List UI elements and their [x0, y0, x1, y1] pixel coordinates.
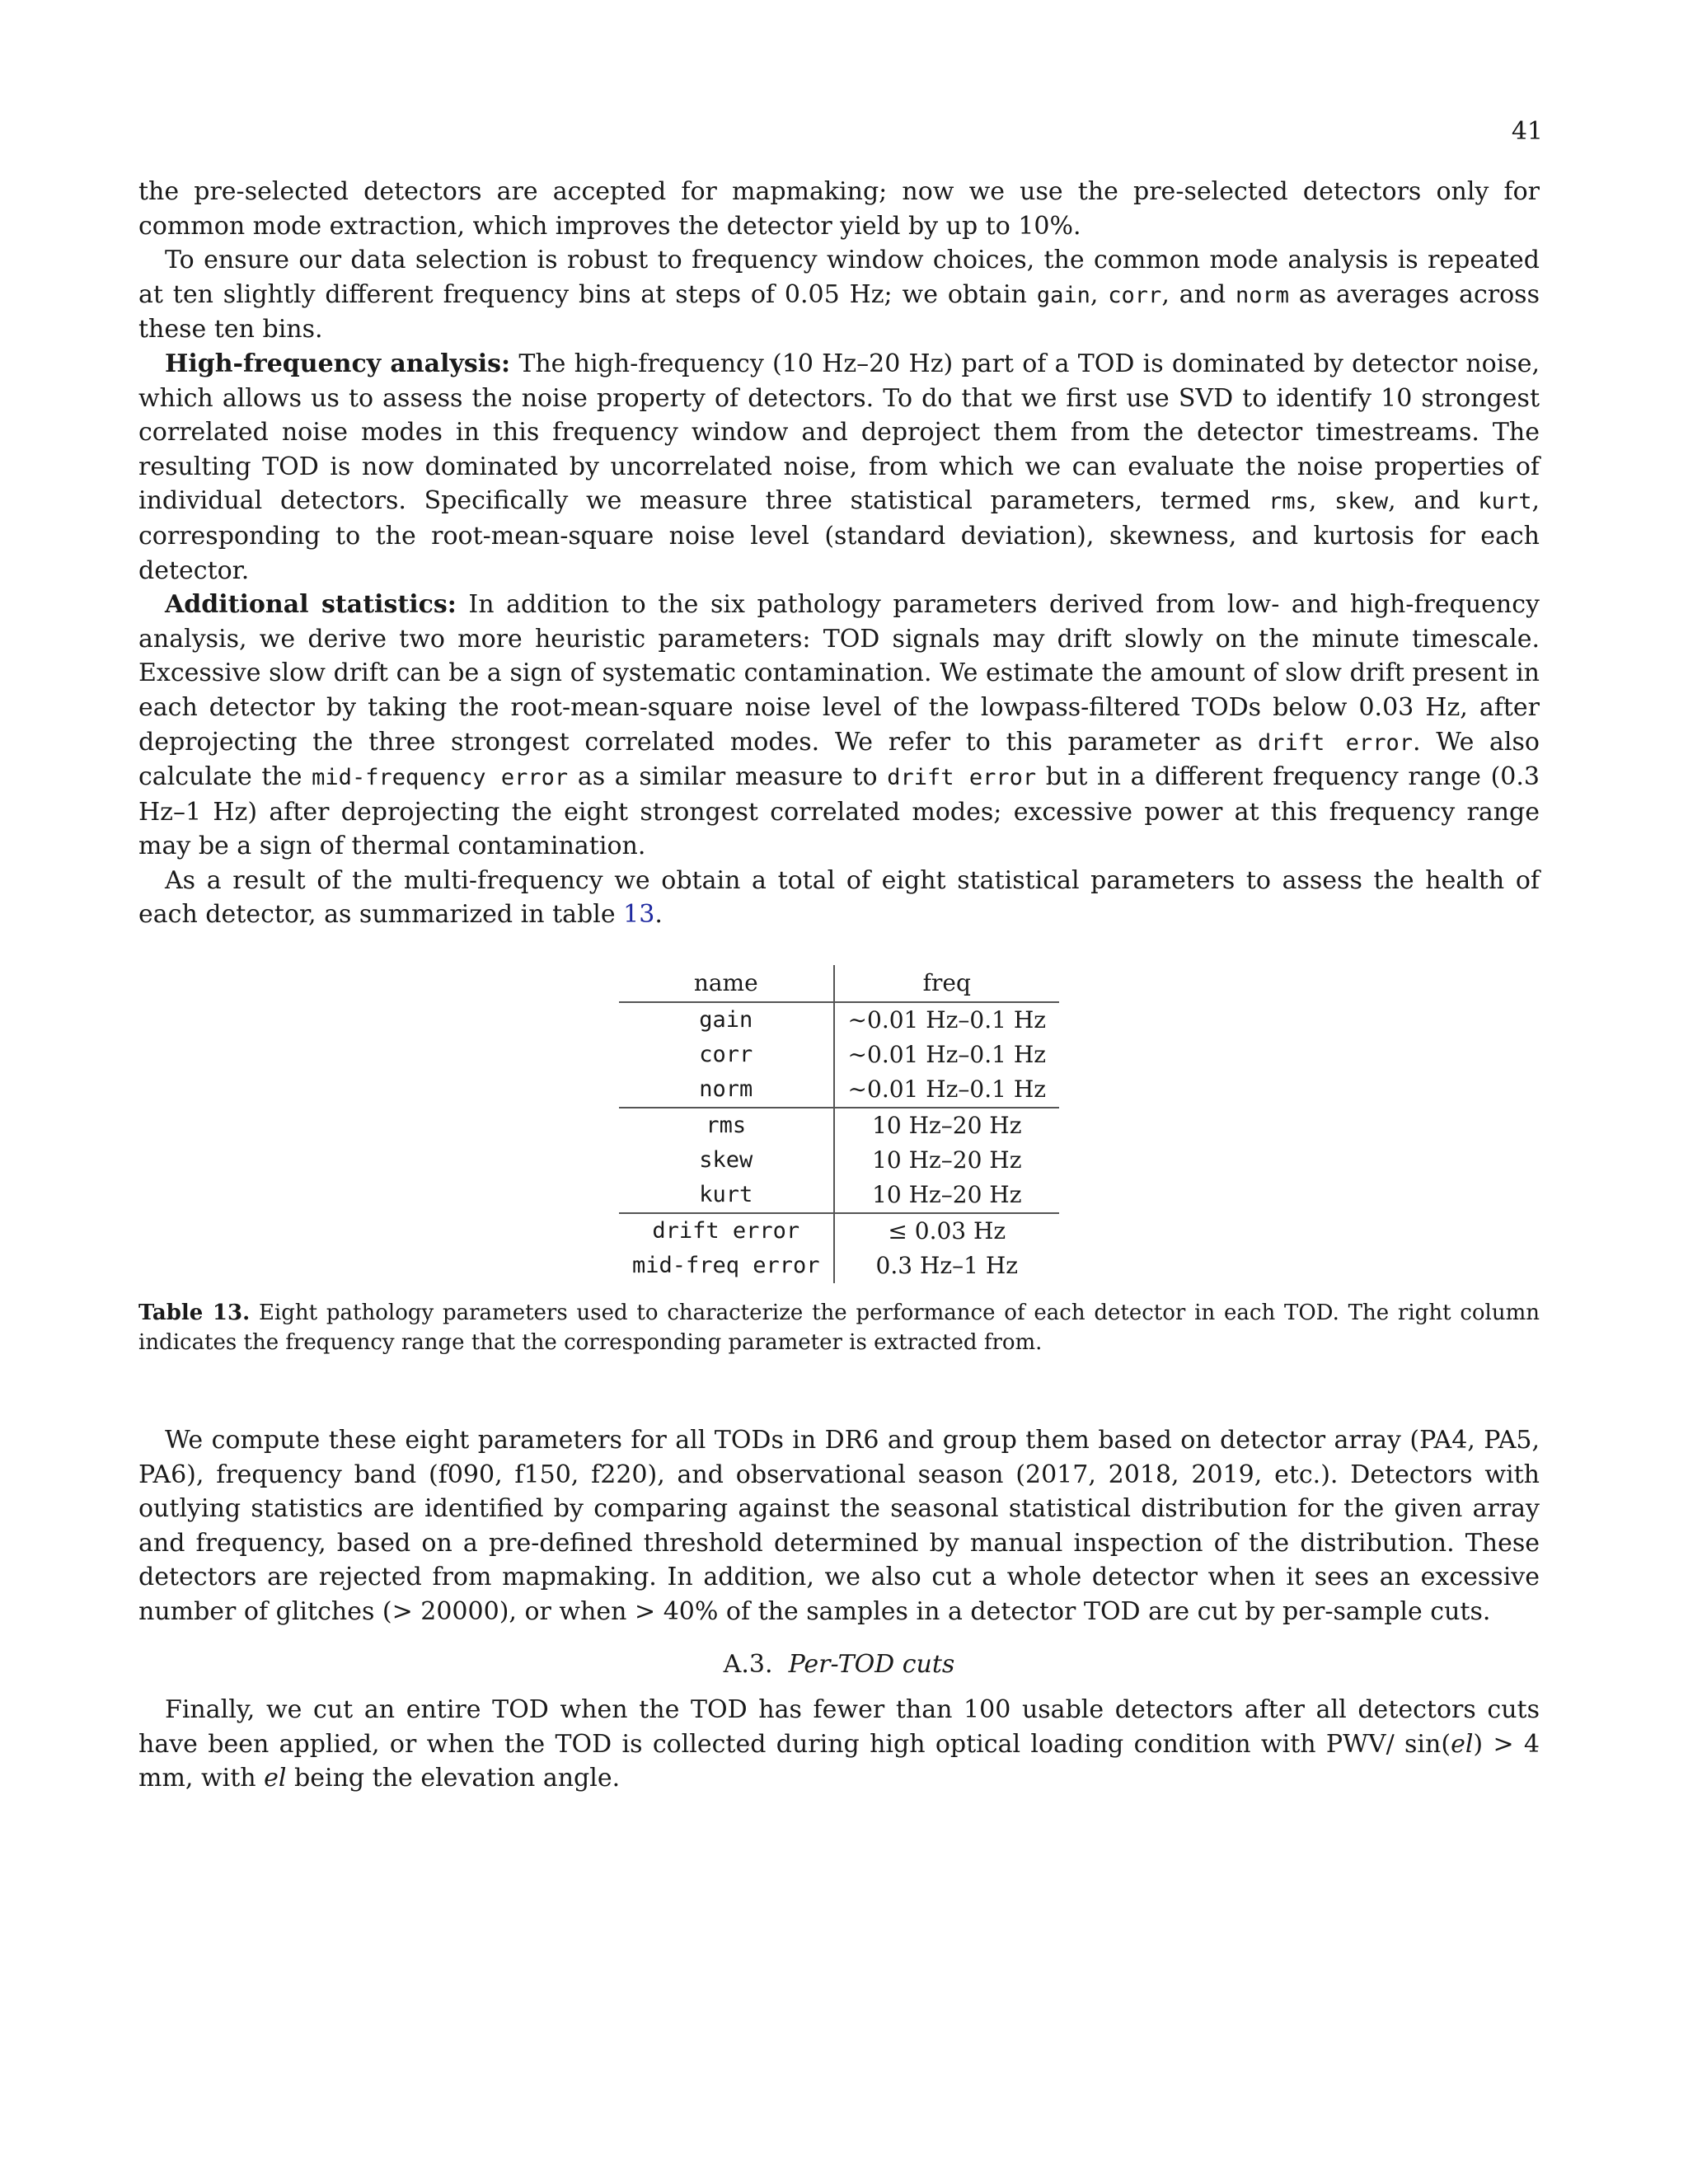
- subsection-heading: [138, 1647, 1540, 1682]
- table-row: [619, 1108, 1059, 1143]
- paragraph-text: In addition to the six pathology parameters derived from low- and high-frequency analysis, we derive two more heuristic parameters: TOD signals may drift slowly on the minute timescale. Excessive slow drift can be a sign of systematic contamination. We estimate the amount of slow drift present in each detector by taking the root-mean-square noise level of the lowpass-filtered TODs below 0.03 Hz, after deprojecting the three strongest correlated modes. We refer to this parameter as: [138, 590, 1540, 757]
- column-header-name: name: [619, 965, 834, 1002]
- page-body: [138, 175, 1540, 1796]
- code-term-kurt: kurt: [1478, 489, 1532, 515]
- paragraph-text: . We also calculate the: [138, 727, 1540, 792]
- paragraph-text: , and: [1161, 279, 1236, 309]
- paragraph-text: To ensure our data selection is robust to frequency window choices, the common mode analysis is repeated at ten slightly different frequency bins at steps of 0.05 Hz; we obtain: [138, 246, 1540, 309]
- cell-freq: 0.3 Hz–1 Hz: [875, 1252, 1019, 1280]
- table-row: [619, 1038, 1059, 1072]
- code-term-gain: gain: [1036, 282, 1090, 308]
- caption-text: Eight pathology parameters used to characterize the performance of each detector in each TOD. The right column indicates the frequency range that the corresponding parameter is extracted from.: [138, 1301, 1540, 1356]
- code-term-corr: corr: [1108, 282, 1162, 308]
- table-header-row: [619, 965, 1059, 1002]
- pathology-parameters-table: [619, 965, 1059, 1283]
- spacer: [138, 932, 1540, 965]
- code-term-mid-frequency-error: mid-frequency error: [312, 765, 569, 791]
- code-term-drift-error: drift error: [1257, 729, 1413, 756]
- run-in-heading: Additional statistics:: [165, 590, 457, 620]
- paragraph-text: ,: [1308, 486, 1335, 516]
- paragraph-text: ) > 4 mm, with: [138, 1729, 1540, 1793]
- paragraph-text: as averages across these ten bins.: [138, 279, 1540, 344]
- table-reference-link[interactable]: 13: [623, 900, 655, 930]
- paragraph-text: , corresponding to the root-mean-square noise level (standard deviation), skewness, and kurtosis for each detector.: [138, 486, 1540, 585]
- cell-name: skew: [619, 1143, 834, 1178]
- cell-name: norm: [619, 1072, 834, 1108]
- page-number: 41: [1511, 117, 1543, 146]
- code-term-skew: skew: [1334, 489, 1389, 515]
- code-term-rms: rms: [1268, 489, 1309, 515]
- paragraph-text: As a result of the multi-frequency we obtain a total of eight statistical parameters to assess the health of each detector, as summarized in table: [138, 865, 1540, 930]
- paragraph-preselected-detectors: the pre-selected detectors are accepted for mapmaking; now we use the pre-selected detectors only for common mode extraction, which improves the detector yield by up to 10%.: [138, 177, 1540, 241]
- paragraph-additional-statistics: [138, 588, 1540, 864]
- paragraph-text: Finally, we cut an entire TOD when the TOD has fewer than 100 usable detectors after all detectors cuts have been applied, or when the TOD is collected during high optical loading condition with PWV/ sin(: [138, 1695, 1540, 1759]
- cell-name: mid-freq error: [619, 1249, 834, 1283]
- table-row: [619, 1178, 1059, 1213]
- cell-freq: 10 Hz–20 Hz: [834, 1108, 1059, 1143]
- cell-name: drift error: [619, 1213, 834, 1249]
- cell-name: corr: [619, 1038, 834, 1072]
- spacer: [138, 1357, 1540, 1423]
- math-variable-el: el: [264, 1764, 287, 1793]
- cell-freq: 10 Hz–20 Hz: [872, 1181, 1022, 1209]
- paragraph-text: .: [654, 900, 663, 930]
- paragraph-text: but in a different frequency range (0.3 Hz–1 Hz) after deprojecting the eight strongest correlated modes; excessive power at this frequency range may be a sign of thermal contamination.: [138, 762, 1540, 861]
- cell-freq: ∼0.01 Hz–0.1 Hz: [847, 1076, 1047, 1104]
- table-row: [619, 1249, 1059, 1283]
- table-row: [619, 1213, 1059, 1249]
- math-variable-el: el: [1451, 1729, 1474, 1759]
- paragraph-text: as a similar measure to: [568, 762, 888, 792]
- paragraph-text: being the elevation angle.: [286, 1764, 621, 1793]
- cell-name: kurt: [619, 1178, 834, 1213]
- paragraph-text: The high-frequency (10 Hz–20 Hz) part of a TOD is dominated by detector noise, which allows us to assess the noise property of detectors. To do that we first use SVD to identify 10 strongest correlated noise modes in this frequency window and deproject them from the detector timestreams. The resulting TOD is now dominated by uncorrelated noise, from which we can evaluate the noise properties of individual detectors. Specifically we measure three statistical parameters, termed: [138, 349, 1540, 516]
- column-header-freq: freq: [922, 969, 971, 997]
- cell-freq: ≤ 0.03 Hz: [834, 1213, 1059, 1249]
- table-caption: [138, 1298, 1540, 1357]
- paragraph-parameter-grouping: We compute these eight parameters for all TODs in DR6 and group them based on detector array (PA4, PA5, PA6), frequency band (f090, f150, f220), and observational season (2017, 2018, 2019, etc.). Detectors with outlying statistics are identified by comparing against the seasonal statistical distribution for the given array and frequency, based on a pre-defined threshold determined by manual inspection of the distribution. These detectors are rejected from mapmaking. In addition, we also cut a whole detector when it sees an excessive number of glitches (> 20000), or when > 40% of the samples in a detector TOD are cut by per-sample cuts.: [138, 1426, 1540, 1627]
- run-in-heading: High-frequency analysis:: [165, 349, 511, 378]
- code-term-norm: norm: [1236, 282, 1290, 308]
- cell-name: rms: [619, 1108, 834, 1143]
- paragraph-frequency-window: [138, 243, 1540, 347]
- cell-freq: ∼0.01 Hz–0.1 Hz: [834, 1002, 1059, 1038]
- table-row: [619, 1143, 1059, 1178]
- cell-freq: 10 Hz–20 Hz: [872, 1146, 1022, 1174]
- table-row: [619, 1072, 1059, 1108]
- cell-freq: ∼0.01 Hz–0.1 Hz: [847, 1041, 1047, 1069]
- cell-name: gain: [619, 1002, 834, 1038]
- subsection-title: Per-TOD cuts: [788, 1649, 955, 1679]
- caption-label: Table 13.: [138, 1301, 251, 1326]
- paragraph-text: , and: [1388, 486, 1479, 516]
- paragraph-text: ,: [1090, 279, 1109, 309]
- subsection-number: A.3.: [723, 1649, 773, 1679]
- code-term-drift-error: drift error: [887, 765, 1037, 791]
- paragraph-high-frequency-analysis: [138, 347, 1540, 588]
- paragraph-per-tod-cuts: [138, 1693, 1540, 1796]
- paragraph-summary: [138, 864, 1540, 932]
- table-row: [619, 1002, 1059, 1038]
